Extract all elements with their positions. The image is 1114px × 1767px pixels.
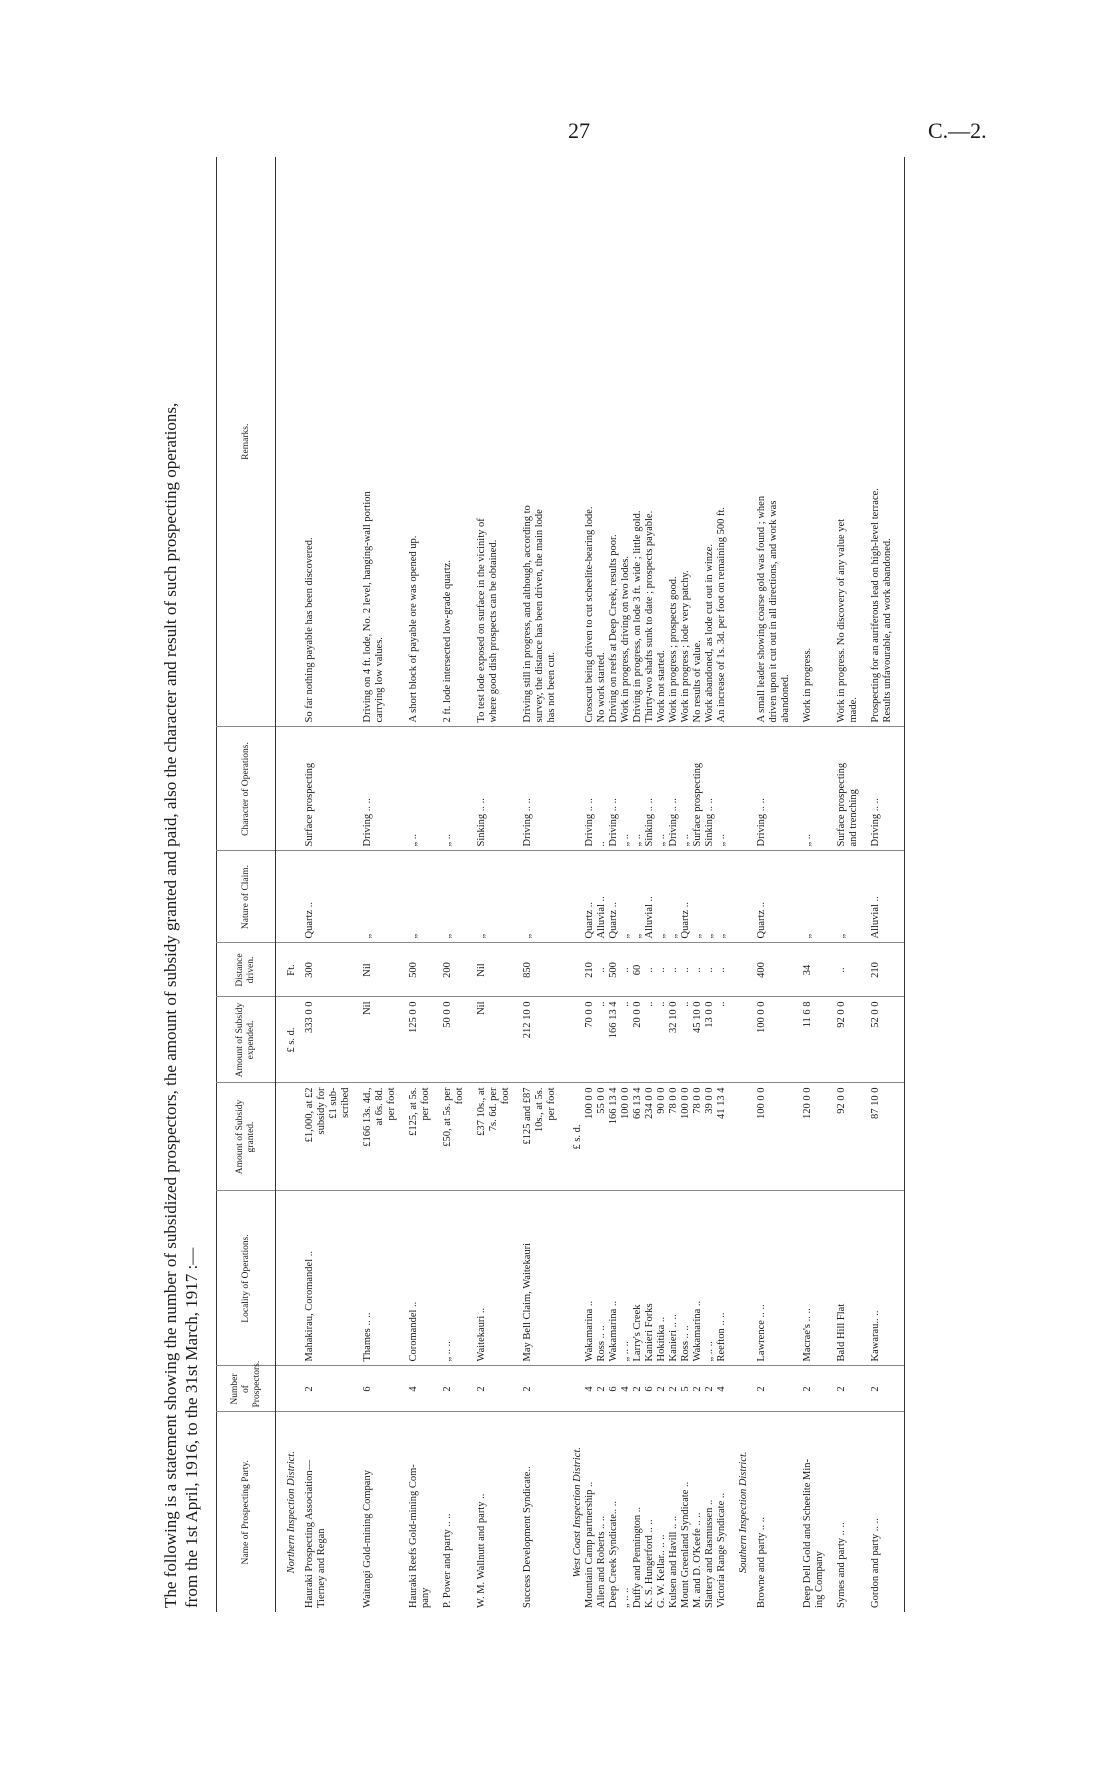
cell-number: 4	[620, 1366, 632, 1412]
empty-cell	[276, 1366, 299, 1412]
empty-cell	[562, 943, 584, 997]
district-heading-row	[728, 157, 750, 1612]
empty-cell	[276, 1083, 299, 1191]
cell-granted: 234 0 0	[644, 1083, 656, 1191]
cell-number: 2	[668, 1366, 680, 1412]
cell-character: „ ..	[680, 727, 692, 851]
cell-number: 6	[608, 1366, 620, 1412]
cell-number: 2	[864, 1366, 898, 1412]
cell-remarks: No results of value.	[692, 640, 703, 723]
cell-distance: 500	[402, 943, 436, 997]
cell-nature: Quartz ..	[608, 851, 620, 943]
cell-locality: Kawarau.. ..	[864, 1191, 898, 1366]
cell-expended: 50 0 0	[436, 997, 470, 1083]
cell-expended: ..	[596, 997, 608, 1083]
cell-character: Driving .. ..	[608, 727, 620, 851]
cell-number: 6	[356, 1366, 402, 1412]
cell-nature: „	[470, 851, 516, 943]
header-party: Name of Prospecting Party.	[217, 1412, 276, 1612]
intro-line-1: The following is a statement showing the number of subsidized prospectors, the amount of subsidy granted and paid, also the character and result of such prospecting operations,	[161, 402, 180, 1608]
cell-distance: ..	[668, 943, 680, 997]
cell-expended: Nil	[356, 997, 402, 1083]
cell-granted: 87 10 0	[864, 1083, 898, 1191]
cell-number: 4	[402, 1366, 436, 1412]
table-row	[356, 157, 402, 1612]
cell-number: 2	[656, 1366, 668, 1412]
cell-distance: 200	[436, 943, 470, 997]
cell-nature: Alluvial ..	[596, 851, 608, 943]
cell-party: Hauraki Prospecting Association— Tierney and Regan	[298, 1412, 356, 1612]
table-row	[830, 157, 864, 1612]
intro-line-2: from the 1st April, 1916, to the 31st March, 1917 :—	[182, 1247, 201, 1608]
cell-locality: Wakamarina ..	[608, 1191, 620, 1366]
cell-granted: £1,000, at £2 subsidy for £1 sub- scribed	[298, 1083, 356, 1191]
cell-character: Driving .. ..	[356, 727, 402, 851]
empty-cell	[728, 157, 750, 727]
empty-cell	[562, 997, 584, 1083]
table-end-rule	[898, 157, 905, 1612]
cell-remarks: Crosscut being driven to cut scheelite-bearing lode.	[584, 506, 595, 723]
cell-granted: £125 and £87 10s., at 5s. per foot	[516, 1083, 562, 1191]
cell-nature: „	[796, 851, 830, 943]
cell-granted: 90 0 0	[656, 1083, 668, 1191]
cell-character: Driving .. ..	[584, 727, 596, 851]
cell-nature: „	[402, 851, 436, 943]
cell-remarks: Driving still in progress, and although, according to survey, the distance has been driven, the main lode has not been cut.	[522, 505, 557, 723]
cell-distance: 500	[608, 943, 620, 997]
cell-remarks: Driving on reefs at Deep Creek, results poor.	[608, 534, 619, 723]
cell-number: 4	[716, 1366, 728, 1412]
cell-expended: 92 0 0	[830, 997, 864, 1083]
cell-distance: Nil	[356, 943, 402, 997]
table-row	[620, 157, 632, 1612]
table-row	[716, 157, 728, 1612]
table-row	[596, 157, 608, 1612]
cell-remarks: Work in progress.	[802, 647, 813, 723]
cell-number: 2	[298, 1366, 356, 1412]
cell-party: K. S. Hungerford .. ..	[644, 1412, 656, 1612]
empty-cell	[276, 157, 299, 727]
cell-granted: 78 0 0	[668, 1083, 680, 1191]
page-number: 27	[568, 118, 590, 143]
cell-character: Driving .. ..	[516, 727, 562, 851]
cell-locality: Thames .. ..	[356, 1191, 402, 1366]
cell-distance: ..	[596, 943, 608, 997]
cell-number: 4	[584, 1366, 596, 1412]
empty-cell	[562, 851, 584, 943]
cell-distance: ..	[656, 943, 668, 997]
cell-number: 6	[644, 1366, 656, 1412]
cell-distance: 34	[796, 943, 830, 997]
cell-granted: £125, at 5s. per foot	[402, 1083, 436, 1191]
cell-locality: Lawrence .. ..	[750, 1191, 796, 1366]
cell-party: Duffy and Pennington ..	[632, 1412, 644, 1612]
cell-party: Gordon and party .. ..	[864, 1412, 898, 1612]
cell-remarks: Work in progress, driving on two lodes.	[620, 555, 631, 723]
empty-cell	[276, 1191, 299, 1366]
cell-granted: £50, at 5s. per foot	[436, 1083, 470, 1191]
cell-party: Victoria Range Syndicate ..	[716, 1412, 728, 1612]
cell-locality: Waitekauri ..	[470, 1191, 516, 1366]
cell-number: 2	[830, 1366, 864, 1412]
cell-remarks: An increase of 1s. 3d. per foot on remaining 500 ft.	[716, 507, 727, 723]
cell-locality: Reefton .. ..	[716, 1191, 728, 1366]
district-heading: Northern Inspection District.	[276, 1412, 299, 1612]
cell-party: Deep Dell Gold and Scheelite Min- ing Company	[796, 1412, 830, 1612]
cell-granted: 166 13 4	[608, 1083, 620, 1191]
table-row	[584, 157, 596, 1612]
cell-nature: „	[620, 851, 632, 943]
cell-nature: Quartz ..	[680, 851, 692, 943]
cell-remarks: Driving in progress, on lode 3 ft. wide ; little gold.	[632, 510, 643, 723]
cell-number: 2	[750, 1366, 796, 1412]
cell-party: Allen and Roberts .. ..	[596, 1412, 608, 1612]
cell-party: Deep Creek Syndicate.. ..	[608, 1412, 620, 1612]
table-row	[644, 157, 656, 1612]
cell-granted: £37 10s., at 7s. 6d. per foot	[470, 1083, 516, 1191]
cell-locality: Macrae's .. ..	[796, 1191, 830, 1366]
empty-cell	[898, 997, 905, 1083]
table-row	[864, 157, 898, 1612]
cell-nature: Alluvial ..	[644, 851, 656, 943]
cell-expended: 52 0 0	[864, 997, 898, 1083]
header-expended: Amount of Subsidy expended.	[217, 997, 276, 1083]
cell-remarks: Work in progress. No discovery of any value yet made.	[836, 518, 859, 723]
district-heading-row	[276, 157, 299, 1612]
district-heading: Southern Inspection District.	[728, 1412, 750, 1612]
header-locality: Locality of Operations.	[217, 1191, 276, 1366]
cell-character: Driving .. ..	[668, 727, 680, 851]
empty-cell	[728, 997, 750, 1083]
cell-distance: ..	[692, 943, 704, 997]
table-row	[668, 157, 680, 1612]
cell-remarks: Prospecting for an auriferous lead on high-level terrace. Results unfavourable, and work abandoned.	[870, 488, 893, 723]
cell-distance: 210	[584, 943, 596, 997]
cell-expended: 333 0 0	[298, 997, 356, 1083]
table-row	[632, 157, 644, 1612]
table-row	[680, 157, 692, 1612]
unit-granted: £ s. d.	[562, 1083, 584, 1191]
cell-distance: 300	[298, 943, 356, 997]
table-body	[276, 157, 905, 1612]
table-row	[402, 157, 436, 1612]
cell-expended: ..	[716, 997, 728, 1083]
header-number: Number of Prospectors.	[217, 1366, 276, 1412]
cell-expended: ..	[680, 997, 692, 1083]
cell-party: M. and D. O'Keefe .. ..	[692, 1412, 704, 1612]
cell-locality: Kanieri Forks	[644, 1191, 656, 1366]
cell-nature: „	[716, 851, 728, 943]
cell-locality: May Bell Claim, Waitekauri	[516, 1191, 562, 1366]
cell-locality: Hokitika ..	[656, 1191, 668, 1366]
table-row	[298, 157, 356, 1612]
cell-number: 2	[704, 1366, 716, 1412]
header-nature: Nature of Claim.	[217, 851, 276, 943]
cell-expended: Nil	[470, 997, 516, 1083]
cell-expended: 70 0 0	[584, 997, 596, 1083]
cell-nature: „	[632, 851, 644, 943]
cell-granted: 100 0 0	[584, 1083, 596, 1191]
cell-character: Sinking .. ..	[470, 727, 516, 851]
cell-expended: 20 0 0	[632, 997, 644, 1083]
cell-granted: 78 0 0	[692, 1083, 704, 1191]
cell-nature: Quartz ..	[584, 851, 596, 943]
cell-character: „ ..	[632, 727, 644, 851]
cell-remarks: Work not started.	[656, 650, 667, 723]
cell-expended: 125 0 0	[402, 997, 436, 1083]
cell-remarks: Work in progress ; lode very patchy.	[680, 570, 691, 723]
cell-locality: Ross .. ..	[680, 1191, 692, 1366]
cell-nature: „	[692, 851, 704, 943]
cell-party: Browne and party .. ..	[750, 1412, 796, 1612]
cell-party: „ .. ..	[620, 1412, 632, 1612]
empty-cell	[898, 1366, 905, 1412]
empty-cell	[728, 1191, 750, 1366]
cell-locality: „ .. ..	[620, 1191, 632, 1366]
empty-cell	[898, 943, 905, 997]
cell-remarks: Driving on 4 ft. lode, No. 2 level, hanging-wall portion carrying low values.	[362, 491, 385, 723]
rotated-table-sheet	[160, 157, 980, 1612]
cell-locality: Wakamarina ..	[584, 1191, 596, 1366]
empty-cell	[276, 851, 299, 943]
cell-distance: ..	[716, 943, 728, 997]
cell-character: „ ..	[402, 727, 436, 851]
cell-distance: 60	[632, 943, 644, 997]
cell-expended: ..	[644, 997, 656, 1083]
cell-granted: 39 0 0	[704, 1083, 716, 1191]
cell-character: Driving .. ..	[864, 727, 898, 851]
header-distance: Distance driven.	[217, 943, 276, 997]
cell-granted: 100 0 0	[680, 1083, 692, 1191]
cell-number: 2	[596, 1366, 608, 1412]
cell-locality: „ .. ..	[704, 1191, 716, 1366]
cell-remarks: A small leader showing coarse gold was found ; when driven upon it cut out in all directions, and work was abandoned.	[756, 495, 791, 723]
cell-number: 2	[436, 1366, 470, 1412]
cell-character: Driving .. ..	[750, 727, 796, 851]
cell-expended: 100 0 0	[750, 997, 796, 1083]
cell-character: ..	[596, 727, 608, 851]
cell-remarks: So far nothing payable has been discovered.	[304, 537, 315, 723]
cell-locality: Bald Hill Flat	[830, 1191, 864, 1366]
cell-granted: 92 0 0	[830, 1083, 864, 1191]
cell-granted: 120 0 0	[796, 1083, 830, 1191]
header-granted: Amount of Subsidy granted.	[217, 1083, 276, 1191]
cell-distance: 850	[516, 943, 562, 997]
cell-distance: ..	[830, 943, 864, 997]
cell-expended: 32 10 0	[668, 997, 680, 1083]
unit-expended: £ s. d.	[276, 997, 299, 1083]
empty-cell	[728, 943, 750, 997]
cell-distance: ..	[704, 943, 716, 997]
cell-distance: Nil	[470, 943, 516, 997]
empty-cell	[898, 1191, 905, 1366]
table-row	[796, 157, 830, 1612]
cell-character: „ ..	[796, 727, 830, 851]
cell-character: „ ..	[620, 727, 632, 851]
cell-nature: „	[704, 851, 716, 943]
cell-expended: 166 13 4	[608, 997, 620, 1083]
table-row	[516, 157, 562, 1612]
cell-expended: ..	[656, 997, 668, 1083]
empty-cell	[562, 157, 584, 727]
cell-number: 2	[692, 1366, 704, 1412]
cell-expended: 13 0 0	[704, 997, 716, 1083]
cell-character: Surface prospecting	[298, 727, 356, 851]
empty-cell	[898, 727, 905, 851]
empty-cell	[276, 727, 299, 851]
cell-character: Sinking .. ..	[704, 727, 716, 851]
cell-party: P. Power and party .. ..	[436, 1412, 470, 1612]
cell-nature: „	[356, 851, 402, 943]
cell-character: Sinking .. ..	[644, 727, 656, 851]
empty-cell	[728, 851, 750, 943]
cell-distance: 400	[750, 943, 796, 997]
cell-nature: „	[656, 851, 668, 943]
unit-distance: Ft.	[276, 943, 299, 997]
cell-character: Surface prospecting and trenching	[830, 727, 864, 851]
empty-cell	[562, 727, 584, 851]
cell-party: Hauraki Reefs Gold-mining Com- pany	[402, 1412, 436, 1612]
cell-party: Success Development Syndicate..	[516, 1412, 562, 1612]
empty-cell	[898, 1412, 905, 1612]
empty-cell	[728, 1366, 750, 1412]
cell-character: „ ..	[656, 727, 668, 851]
cell-character: Surface prospecting	[692, 727, 704, 851]
cell-party: Kulsen and Havill .. ..	[668, 1412, 680, 1612]
cell-nature: Quartz ..	[298, 851, 356, 943]
cell-party: W. M. Wallnutt and party ..	[470, 1412, 516, 1612]
cell-remarks: Work in progress ; prospects good.	[668, 576, 679, 723]
cell-number: 5	[680, 1366, 692, 1412]
cell-expended: ..	[620, 997, 632, 1083]
empty-cell	[728, 1083, 750, 1191]
cell-locality: Kanieri .. ..	[668, 1191, 680, 1366]
header-character: Character of Operations.	[217, 727, 276, 851]
table-row	[750, 157, 796, 1612]
table-row	[692, 157, 704, 1612]
cell-granted: 55 0 0	[596, 1083, 608, 1191]
cell-nature: „	[436, 851, 470, 943]
cell-party: Waitangi Gold-mining Company	[356, 1412, 402, 1612]
cell-number: 2	[470, 1366, 516, 1412]
empty-cell	[898, 157, 905, 727]
table-row	[656, 157, 668, 1612]
cell-expended: 212 10 0	[516, 997, 562, 1083]
cell-granted: 66 13 4	[632, 1083, 644, 1191]
cell-granted: £166 13s. 4d., at 6s. 8d. per foot	[356, 1083, 402, 1191]
empty-cell	[898, 851, 905, 943]
cell-party: Slattery and Rasmussen ..	[704, 1412, 716, 1612]
header-remarks: Remarks.	[217, 157, 276, 727]
cell-granted: 100 0 0	[620, 1083, 632, 1191]
cell-nature: Quartz ..	[750, 851, 796, 943]
cell-distance: ..	[680, 943, 692, 997]
empty-cell	[562, 1191, 584, 1366]
cell-number: 2	[796, 1366, 830, 1412]
cell-party: Mountain Camp partnership ..	[584, 1412, 596, 1612]
cell-party: Mount Greenland Syndicate ..	[680, 1412, 692, 1612]
table-row	[608, 157, 620, 1612]
table-row	[436, 157, 470, 1612]
cell-locality: Mahakirau, Coromandel ..	[298, 1191, 356, 1366]
cell-locality: Coromandel ..	[402, 1191, 436, 1366]
table-header-row	[217, 157, 276, 1612]
cell-number: 2	[516, 1366, 562, 1412]
prospecting-table	[216, 157, 905, 1612]
cell-nature: „	[668, 851, 680, 943]
table-row	[704, 157, 716, 1612]
cell-nature: „	[516, 851, 562, 943]
page-code: C.—2.	[928, 118, 987, 143]
empty-cell	[898, 1083, 905, 1191]
intro-text	[160, 157, 202, 1612]
cell-nature: „	[830, 851, 864, 943]
cell-distance: ..	[644, 943, 656, 997]
cell-granted: 100 0 0	[750, 1083, 796, 1191]
cell-remarks: To test lode exposed on surface in the vicinity of where good dish prospects can be obtained.	[476, 518, 499, 723]
cell-remarks: Thirty-two shafts sunk to date ; prospects payable.	[644, 510, 655, 723]
cell-remarks: No work started.	[596, 652, 607, 723]
cell-expended: 11 6 8	[796, 997, 830, 1083]
cell-nature: Alluvial ..	[864, 851, 898, 943]
cell-character: „ ..	[716, 727, 728, 851]
district-heading-row	[562, 157, 584, 1612]
table-row	[470, 157, 516, 1612]
cell-distance: 210	[864, 943, 898, 997]
cell-locality: Ross .. ..	[596, 1191, 608, 1366]
cell-expended: 45 10 0	[692, 997, 704, 1083]
cell-character: „ ..	[436, 727, 470, 851]
empty-cell	[562, 1366, 584, 1412]
cell-locality: Larry's Creek	[632, 1191, 644, 1366]
cell-remarks: A short block of payable ore was opened up.	[408, 535, 419, 723]
district-heading: West Coast Inspection District.	[562, 1412, 584, 1612]
cell-distance: ..	[620, 943, 632, 997]
cell-granted: 41 13 4	[716, 1083, 728, 1191]
cell-number: 2	[632, 1366, 644, 1412]
cell-party: G. W. Kellar.. .. ..	[656, 1412, 668, 1612]
cell-party: Symes and party .. ..	[830, 1412, 864, 1612]
cell-locality: Wakamarina ..	[692, 1191, 704, 1366]
cell-locality: „ .. ..	[436, 1191, 470, 1366]
empty-cell	[728, 727, 750, 851]
cell-remarks: 2 ft. lode intersected low-grade quartz.	[442, 560, 453, 723]
cell-remarks: Work abandoned, as lode cut out in winze.	[704, 544, 715, 723]
